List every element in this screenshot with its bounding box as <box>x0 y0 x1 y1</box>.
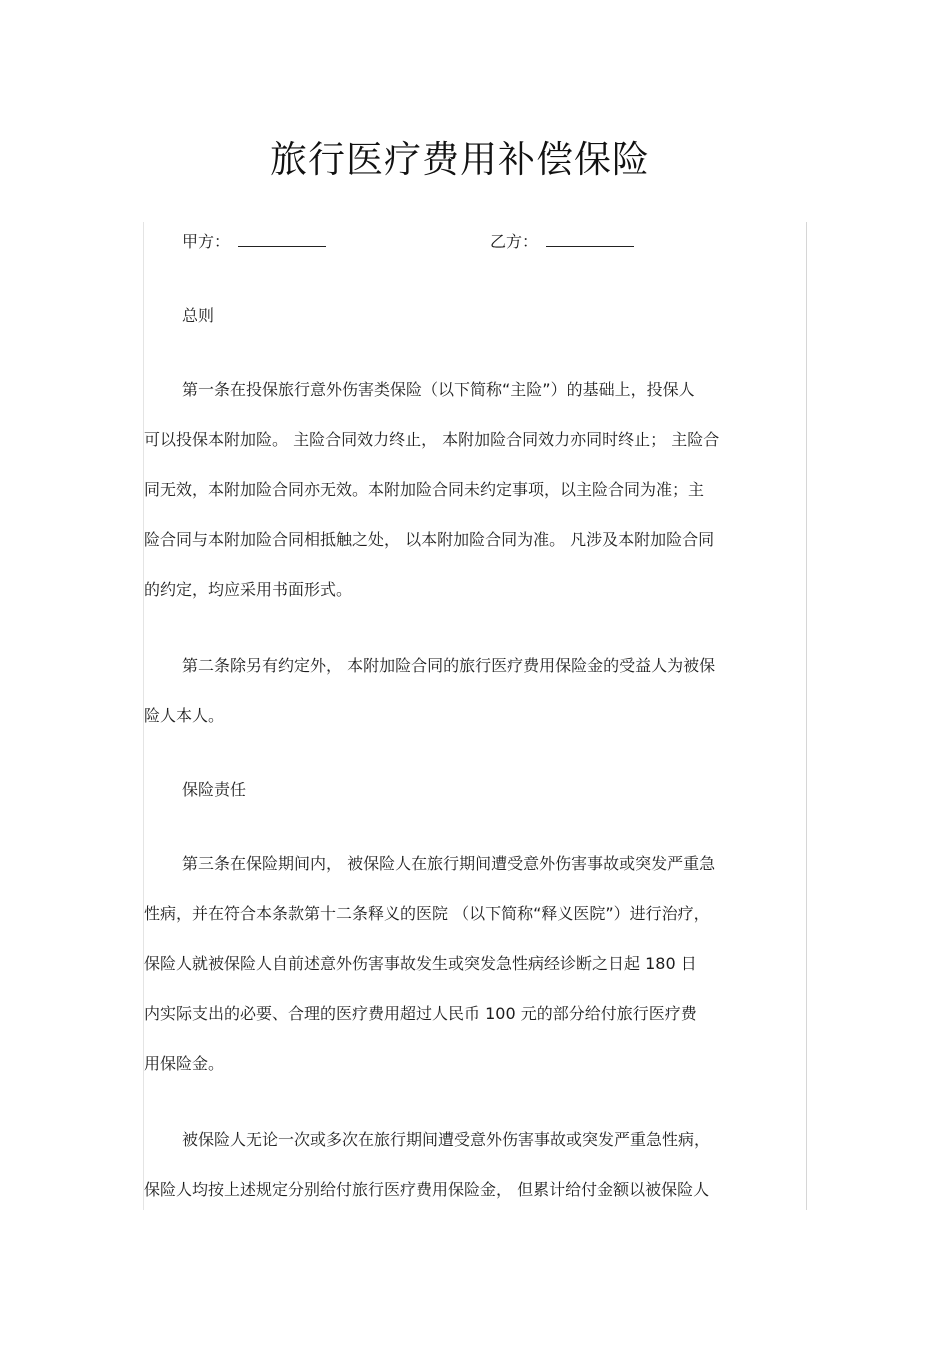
article-3-line: 保险人就被保险人自前述意外伤害事故发生或突发急性病经诊断之日起 180 日 <box>144 954 697 973</box>
page-frame-right-border <box>806 222 807 1210</box>
article-1-line: 可以投保本附加险。 主险合同效力终止， 本附加险合同效力亦同时终止； 主险合 <box>144 430 720 449</box>
party-b-label: 乙方： <box>490 232 539 251</box>
article-1-line: 的约定，均应采用书面形式。 <box>144 580 353 599</box>
article-2-line: 险人本人。 <box>144 706 225 725</box>
document-title: 旅行医疗费用补偿保险 <box>270 138 650 181</box>
article-2-line: 第二条除另有约定外， 本附加险合同的旅行医疗费用保险金的受益人为被保 <box>182 656 716 675</box>
article-3-line: 性病，并在符合本条款第十二条释义的医院 （以下简称“释义医院”）进行治疗， <box>144 904 710 923</box>
section-heading-general: 总则 <box>182 306 215 325</box>
article-3-line: 用保险金。 <box>144 1054 225 1073</box>
party-a <box>182 230 326 254</box>
party-b <box>490 230 634 254</box>
article-1-line: 险合同与本附加险合同相抵触之处， 以本附加险合同为准。 凡涉及本附加险合同 <box>144 530 715 549</box>
article-1-line: 同无效，本附加险合同亦无效。本附加险合同未约定事项，以主险合同为准；主 <box>144 480 705 499</box>
section-heading-liability: 保险责任 <box>182 780 247 799</box>
party-b-blank <box>546 232 634 247</box>
party-a-label: 甲方： <box>182 232 231 251</box>
paragraph-4-line: 被保险人无论一次或多次在旅行期间遭受意外伤害事故或突发严重急性病， <box>182 1130 711 1149</box>
article-3-line: 内实际支出的必要、合理的医疗费用超过人民币 100 元的部分给付旅行医疗费 <box>144 1004 697 1023</box>
article-1-line: 第一条在投保旅行意外伤害类保险（以下简称“主险”）的基础上，投保人 <box>182 380 695 399</box>
article-3-line: 第三条在保险期间内， 被保险人在旅行期间遭受意外伤害事故或突发严重急 <box>182 854 716 873</box>
paragraph-4-line: 保险人均按上述规定分别给付旅行医疗费用保险金， 但累计给付金额以被保险人 <box>144 1180 710 1199</box>
party-a-blank <box>238 232 326 247</box>
